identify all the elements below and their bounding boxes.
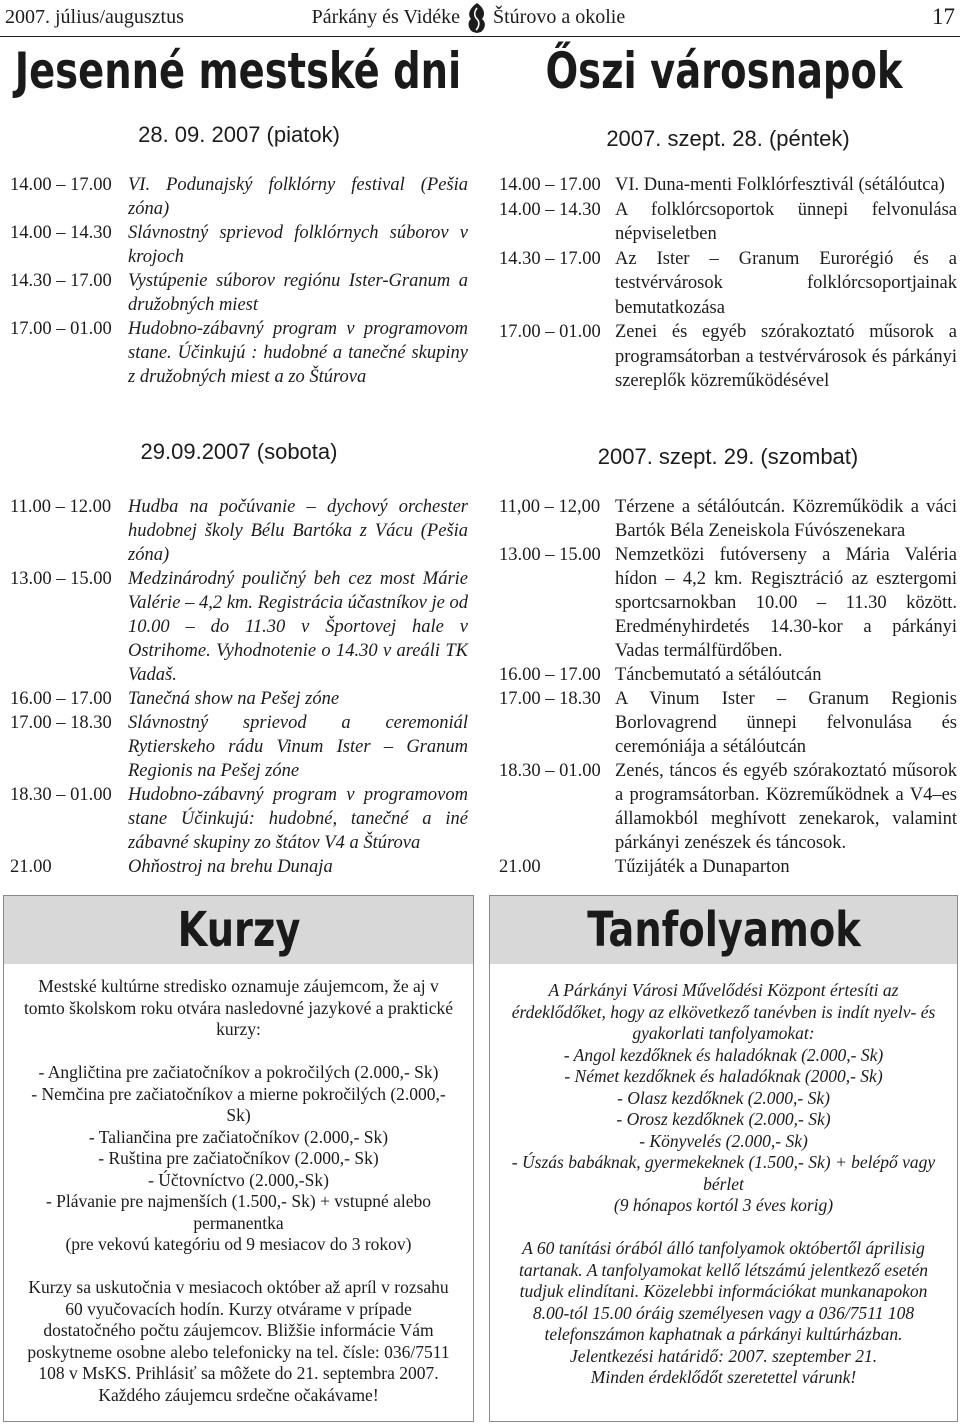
program-column-sk (10, 0, 468, 895)
courses-body (490, 964, 957, 1389)
issue-date: 2007. július/augusztus (5, 6, 184, 28)
event-description: Térzene a sétálóutcán. Közreműködik a váci Bartók Béla Zeneiskola Fúvószenekara (615, 497, 957, 541)
event-description: Táncbemutató a sétálóutcán (615, 665, 822, 685)
article-title-hu-text: Őszi városnapok (545, 42, 903, 100)
courses-closing: Minden érdeklődőt szeretettel várunk! (590, 1367, 857, 1387)
event-description: Zenei és egyéb szórakoztató műsorok a programsátorban a testvérvárosok és párkányi szereplők közreműködésével (615, 322, 957, 391)
courses-intro: A Párkányi Városi Művelődési Központ értesíti az érdeklődőket, hogy az elkövetkező tanévben is indít nyelv- és gyakorlati tanfolyamokat: (511, 980, 936, 1043)
event-description: Ohňostroj na brehu Dunaja (128, 857, 333, 877)
article-title-sk-text: Jesenné mestské dni (14, 42, 462, 100)
event-description: VI. Duna-menti Folklórfesztivál (sétálóutca) (615, 175, 945, 195)
event-row (10, 711, 468, 783)
event-row (499, 855, 957, 879)
course-item: - Német kezdőknek és haladóknak (2000,- Sk) (564, 1066, 883, 1086)
courses-details: Kurzy sa uskutočnia v mesiacoch október až apríl v rozsahu 60 vyučovacích hodín. Kurzy otvárame v prípade dostatočného počtu záujemcov. Bližšie informácie Vám poskytneme osobne alebo telefonicky na tel. čísle: 036/7511 108 v MsKS. Prihlásiť sa môžete do 21. septembra 2007. Každého záujemcu srdečne očakávame! (27, 1277, 450, 1405)
event-description: Az Ister – Granum Eurorégió és a testvérvárosok folklórcsoportjainak bemutatkozása (615, 248, 957, 318)
event-time: 16.00 – 17.00 (499, 665, 601, 685)
courses-title: Tanfolyamok (586, 902, 861, 958)
event-description: Medzinárodný pouličný beh cez most Márie Valérie – 4,2 km. Registrácia účastníkov je od 10.00 – do 11.30 v Športovej hale v Ostrihome. Vyhodnotenie o 14.30 v areáli TK Vadaš. (128, 569, 468, 685)
event-description: Hudobno-zábavný program v programovom stane. Účinkujú : hudobné a tanečné skupiny z družobných miest a zo Štúrova (128, 319, 468, 387)
course-item: - Úszás babáknak, gyermekeknek (1.500,- Sk) + belépő vagy bérlet (511, 1152, 936, 1194)
event-description: Vystúpenie súborov regiónu Ister-Granum a družobných miest (128, 271, 468, 315)
event-time: 14.00 – 17.00 (10, 175, 112, 195)
event-time: 14.00 – 14.30 (10, 223, 112, 243)
course-item: - Nemčina pre začiatočníkov a mierne pokročilých (2.000,- Sk) (31, 1083, 446, 1125)
course-item: - Könyvelés (2.000,- Sk) (639, 1130, 808, 1151)
event-list (10, 173, 468, 389)
event-time: 16.00 – 17.00 (10, 689, 112, 709)
event-time: 18.30 – 01.00 (10, 785, 112, 805)
event-row (10, 317, 468, 389)
event-time: 17.00 – 18.30 (10, 713, 112, 733)
event-row (499, 687, 957, 759)
event-row (499, 198, 957, 247)
course-note: (9 hónapos kortól 3 éves korig) (613, 1195, 834, 1215)
courses-box-hu (489, 895, 958, 1422)
paper-name-sk: Štúrovo a okolie (493, 6, 626, 28)
course-item: - Účtovníctvo (2.000,-Sk) (148, 1169, 329, 1190)
event-time: 14.00 – 14.30 (499, 199, 601, 220)
event-time: 13.00 – 15.00 (499, 545, 601, 565)
event-description: Zenés, táncos és egyéb szórakoztató műsorok a programsátorban. Közreműködnek a V4–es államokból meghívott zenekarok, valamint párkányi zenészek és táncosok. (615, 761, 957, 853)
day-heading: 2007. szept. 29. (szombat) (597, 444, 859, 469)
event-row (10, 687, 468, 711)
event-time: 21.00 (499, 857, 541, 877)
event-row (10, 567, 468, 687)
event-row (499, 495, 957, 543)
event-time: 14.30 – 17.00 (499, 248, 601, 269)
courses-box-sk (3, 895, 474, 1422)
courses-body (4, 964, 473, 1406)
event-description: Tanečná show na Pešej zóne (128, 689, 340, 709)
courses-details: A 60 tanítási órából álló tanfolyamok októbertől áprilisig tartanak. A tanfolyamokat kellő létszámú jelentkező esetén tudjuk elindítani. Közelebbi információkat munkanapokon 8.00-tól 15.00 óráig személyesen vagy a 036/7511 108 telefonszámon kaphatnak a párkányi kultúrházban. Jelentkezési határidő: 2007. szeptember 21. (518, 1238, 929, 1366)
event-row (499, 247, 957, 321)
event-row (10, 855, 468, 879)
courses-title: Kurzy (177, 902, 300, 958)
event-list (10, 495, 468, 879)
event-time: 18.30 – 01.00 (499, 761, 601, 781)
event-time: 17.00 – 01.00 (10, 319, 112, 339)
event-description: Slávnostný sprievod folklórnych súborov v krojoch (128, 223, 468, 267)
event-time: 21.00 (10, 857, 52, 877)
event-time: 14.30 – 17.00 (10, 271, 112, 291)
event-time: 17.00 – 18.30 (499, 689, 601, 709)
event-row (499, 759, 957, 855)
course-item: - Plávanie pre najmenších (1.500,- Sk) + vstupné alebo permanentka (45, 1191, 432, 1233)
event-row (10, 783, 468, 855)
event-time: 11.00 – 12.00 (10, 497, 112, 517)
event-row (10, 495, 468, 567)
courses-intro: Mestské kultúrne stredisko oznamuje záujemcom, že aj v tomto školskom roku otvára nasledovné jazykové a praktické kurzy: (23, 976, 454, 1039)
course-note: (pre vekovú kategóriu od 9 mesiacov do 3 rokov) (65, 1234, 412, 1254)
event-list (499, 495, 957, 879)
day-heading: 29.09.2007 (sobota) (140, 439, 338, 464)
event-time: 13.00 – 15.00 (10, 569, 112, 589)
event-time: 17.00 – 01.00 (499, 322, 601, 342)
event-description: Hudba na počúvanie – dychový orchester hudobnej školy Bélu Bartóka z Vácu (Pešia zóna) (128, 497, 468, 565)
event-description: A Vinum Ister – Granum Regionis Borlovagrend ünnepi felvonulása és ceremóniája a sétálóutcán (615, 689, 957, 757)
event-row (10, 221, 468, 269)
event-row (499, 663, 957, 687)
course-item: - Angličtina pre začiatočníkov a pokročilých (2.000,- Sk) (38, 1062, 439, 1082)
event-time: 11,00 – 12,00 (499, 497, 601, 517)
courses-title-band (4, 896, 473, 964)
event-row (10, 269, 468, 317)
event-description: VI. Podunajský folklórny festival (Pešia zóna) (128, 175, 468, 219)
event-list (499, 173, 957, 394)
paper-name-hu: Párkány és Vidéke (311, 6, 460, 28)
page-number: 17 (932, 4, 955, 29)
event-row (499, 543, 957, 663)
course-item: - Orosz kezdőknek (2.000,- Sk) (616, 1109, 831, 1129)
event-description: Tűzijáték a Dunaparton (615, 857, 790, 877)
course-item: - Taliančina pre začiatočníkov (2.000,- Sk) (88, 1126, 389, 1147)
course-item: - Angol kezdőknek és haladóknak (2.000,- Sk) (563, 1044, 884, 1065)
event-row (499, 173, 957, 198)
day-heading: 2007. szept. 28. (péntek) (606, 126, 850, 151)
course-item: - Ruština pre začiatočníkov (2.000,- Sk) (98, 1148, 379, 1168)
event-description: A folklórcsoportok ünnepi felvonulása népviseletben (615, 199, 957, 244)
event-description: Nemzetközi futóverseny a Mária Valéria hídon – 4,2 km. Regisztráció az esztergomi sportcsarnokban 10.00 – 11.30 között. Eredményhirdetés 14.30-kor a párkányi Vadas termálfürdőben. (615, 545, 957, 661)
event-row (10, 173, 468, 221)
courses-title-band (490, 896, 957, 964)
course-item: - Olasz kezdőknek (2.000,- Sk) (617, 1087, 830, 1108)
event-row (499, 320, 957, 394)
event-time: 14.00 – 17.00 (499, 175, 601, 195)
event-description: Slávnostný sprievod a ceremoniál Rytierskeho rádu Vinum Ister – Granum Regionis na Pešej zóne (128, 713, 468, 781)
program-column-hu (499, 0, 957, 895)
event-description: Hudobno-zábavný program v programovom stane Účinkujú: hudobné, tanečné a iné zábavné skupiny zo štátov V4 a Štúrova (128, 785, 468, 853)
day-heading: 28. 09. 2007 (piatok) (138, 122, 340, 147)
